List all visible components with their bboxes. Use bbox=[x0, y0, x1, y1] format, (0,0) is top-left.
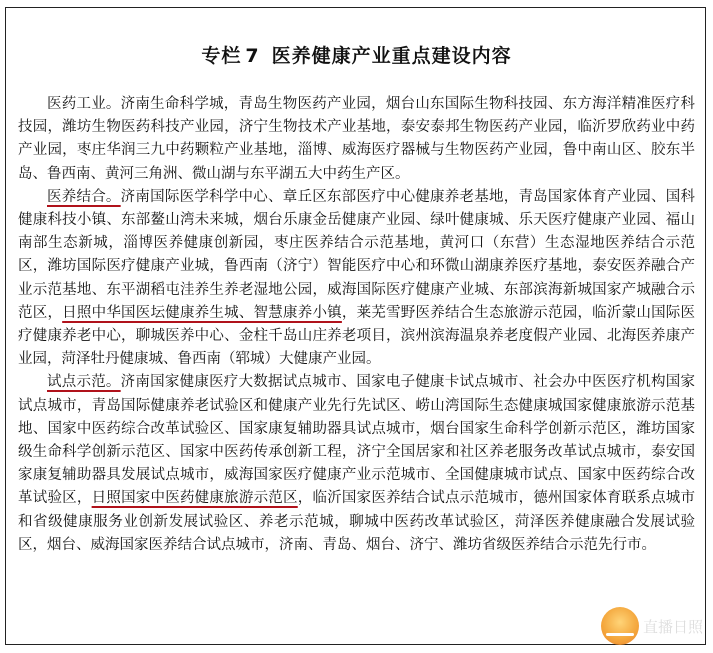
paragraph-text: 济南生命科学城，青岛生物医药产业园，烟台山东国际生物科技园、东方海洋精准医疗科技园，潍坊生物医药科技产业园，济宁生物技术产业基地，泰安泰邦生物医药产业园，临沂罗欣药业中药产业园，枣庄华润三九中药颗粒产业基地，淄博、威海医疗器械与生物医药产业园，鲁中南山区、胶东半岛、鲁西南、黄河三角洲、微山湖与东平湖五大中药生产区。 bbox=[18, 96, 696, 182]
title-number: 7 bbox=[245, 45, 260, 67]
sunrise-logo-icon bbox=[601, 607, 639, 645]
highlighted-text-rizhao: 日照中华国医坛健康养生城、智慧康养小镇 bbox=[62, 304, 342, 321]
column-body bbox=[18, 93, 695, 557]
title-text: 医养健康产业重点建设内容 bbox=[271, 45, 512, 67]
paragraph-text: 济南国家健康医疗大数据试点城市、国家电子健康卡试点城市、社会办中医医疗机构国家试点城市，青岛国际健康养老试验区和健康产业先行先试区、崂山湾国际生态健康城国家健康旅游示范基地、国家中医药综合改革试验区、国家康复辅助器具试点城市，烟台国家生命科学创新示范区，潍坊国家级生命科学创新示范区、国家中医药传承创新工程，济宁全国居家和社区养老服务改革试点城市，泰安国家康复辅助器具发展试点城市，威海国家医疗健康产业示范城市、全国健康城市试点、国家中医药综合改革试验区， bbox=[18, 374, 696, 507]
section-label-pilot: 试点示范。 bbox=[47, 374, 121, 391]
paragraph-text: 济南国际医学科学中心、章丘区东部医疗中心健康养老基地，青岛国家体育产业园、国科健康科技小镇、东部鳌山湾未来城，烟台乐康金岳健康产业园、绿叶健康城、乐天医疗健康产业园、福山南部生态新城，淄博医养健康创新园，枣庄医养结合示范基地，黄河口（东营）生态湿地医养结合示范区，潍坊国际医疗健康产业城，鲁西南（济宁）智能医疗中心和环微山湖康养医疗基地，泰安医养融合产业示范基地、东平湖稻屯洼养生养老湿地公园，威海国际医疗健康产业城、东部滨海新城国家产城融合示范区， bbox=[18, 188, 696, 321]
paragraph-pilot-demonstration bbox=[18, 371, 695, 557]
paragraph-text: ，临沂国家医养结合试点示范城市，德州国家体育联系点城市和省级健康服务业创新发展试验区、养老示范城，聊城中医药改革试验区，菏泽医养健康融合发展试验区，烟台、威海国家医养结合试点城市，济南、青岛、烟台、济宁、潍坊省级医养结合示范先行市。 bbox=[18, 490, 696, 553]
page-title bbox=[0, 41, 713, 68]
paragraph-medical-elderly-care bbox=[18, 186, 695, 372]
highlighted-text-rizhao: 日照国家中医药健康旅游示范区 bbox=[91, 490, 298, 507]
paragraph-pharma-industry bbox=[18, 93, 695, 186]
title-label: 专栏 bbox=[201, 45, 242, 67]
watermark-text: 直播日照 bbox=[642, 617, 703, 636]
section-label-pharma: 医药工业。 bbox=[47, 96, 121, 112]
paragraph-text: ，莱芜雪野医养结合生态旅游示范园，临沂蒙山国际医疗健康养老中心，聊城医养中心、金柱千岛山庄养老项目，滨州滨海温泉养老度假产业园、北海医养康产业园，菏泽牡丹健康城、鲁西南（郓城）大健康产业园。 bbox=[18, 304, 696, 368]
section-label-medical-care: 医养结合。 bbox=[47, 188, 121, 205]
watermark bbox=[601, 607, 703, 645]
